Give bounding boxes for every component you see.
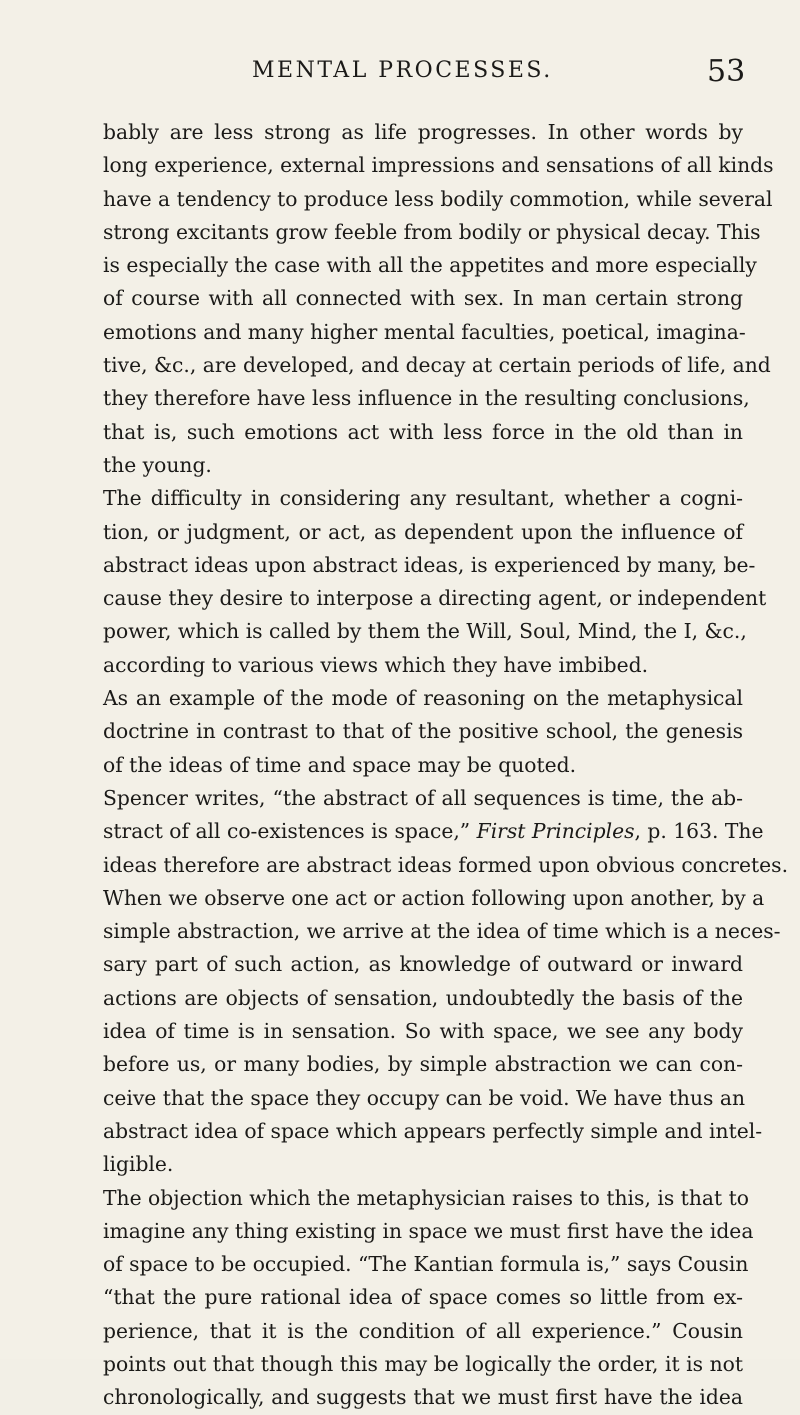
text-line: tion, or judgment, or act, as dependent upon the influence of: [103, 519, 743, 544]
text-line: power, which is called by them the Will, Soul, Mind, the I, &c.,: [103, 619, 747, 644]
text-line: of course with all connected with sex. In man certain strong: [103, 286, 743, 311]
text-line: chronologically, and suggests that we must first have the idea: [103, 1385, 743, 1410]
text-line: before us, or many bodies, by simple abstraction we can con-: [103, 1052, 743, 1077]
text-line: ideas therefore are abstract ideas formed upon obvious concretes.: [103, 852, 789, 877]
page-number: 53: [707, 54, 746, 89]
text-line: idea of time is in sensation. So with space, we see any body: [103, 1019, 743, 1044]
text-line: of the ideas of time and space may be quoted.: [103, 752, 577, 777]
citation-lead: stract of all co-existences is space,”: [103, 819, 471, 844]
text-line: cause they desire to interpose a directing agent, or independent: [103, 586, 767, 611]
text-line: abstract ideas upon abstract ideas, is experienced by many, be-: [103, 552, 756, 577]
text-line: imagine any thing existing in space we must first have the idea: [103, 1218, 754, 1243]
text-line: points out that though this may be logically the order, it is not: [103, 1351, 743, 1376]
text-line: simple abstraction, we arrive at the idea of time which is a neces-: [103, 919, 781, 944]
text-line: As an example of the mode of reasoning on the metaphysical: [103, 686, 743, 711]
text-line: “that the pure rational idea of space comes so little from ex-: [103, 1285, 743, 1310]
body-text: [103, 116, 789, 1415]
text-line: The difficulty in considering any resultant, whether a cogni-: [103, 486, 743, 511]
text-line: sary part of such action, as knowledge of outward or inward: [103, 952, 743, 977]
running-title: MENTAL PROCESSES.: [252, 58, 553, 83]
text-line-with-citation: [103, 815, 764, 848]
text-line: abstract idea of space which appears perfectly simple and intel-: [103, 1118, 763, 1143]
citation-page: , p. 163. The: [634, 819, 764, 844]
running-header: [0, 54, 800, 94]
text-line: When we observe one act or action following upon another, by a: [103, 885, 765, 910]
text-line: strong excitants grow feeble from bodily or physical decay. This: [103, 219, 761, 244]
text-line: of space to be occupied. “The Kantian formula is,” says Cousin: [103, 1252, 749, 1277]
text-line: they therefore have less influence in the resulting conclusions,: [103, 386, 750, 411]
text-line: emotions and many higher mental faculties, poetical, imagina-: [103, 319, 746, 344]
text-line: according to various views which they have imbibed.: [103, 652, 649, 677]
text-line: ligible.: [103, 1152, 174, 1177]
text-line: have a tendency to produce less bodily commotion, while several: [103, 186, 773, 211]
text-line: Spencer writes, “the abstract of all sequences is time, the ab-: [103, 785, 743, 810]
text-line: doctrine in contrast to that of the positive school, the genesis: [103, 719, 743, 744]
text-line: tive, &c., are developed, and decay at certain periods of life, and: [103, 353, 771, 378]
text-line: long experience, external impressions and sensations of all kinds: [103, 153, 774, 178]
text-line: actions are objects of sensation, undoubtedly the basis of the: [103, 985, 743, 1010]
text-line: that is, such emotions act with less force in the old than in: [103, 419, 743, 444]
text-line: the young.: [103, 452, 212, 477]
text-line: The objection which the metaphysician raises to this, is that to: [103, 1185, 749, 1210]
text-line: bably are less strong as life progresses. In other words by: [103, 120, 743, 144]
text-line: perience, that it is the condition of all experience.” Cousin: [103, 1318, 743, 1343]
citation-title: First Principles: [476, 819, 635, 844]
text-line: is especially the case with all the appetites and more especially: [103, 253, 757, 278]
text-line: ceive that the space they occupy can be void. We have thus an: [103, 1085, 746, 1110]
